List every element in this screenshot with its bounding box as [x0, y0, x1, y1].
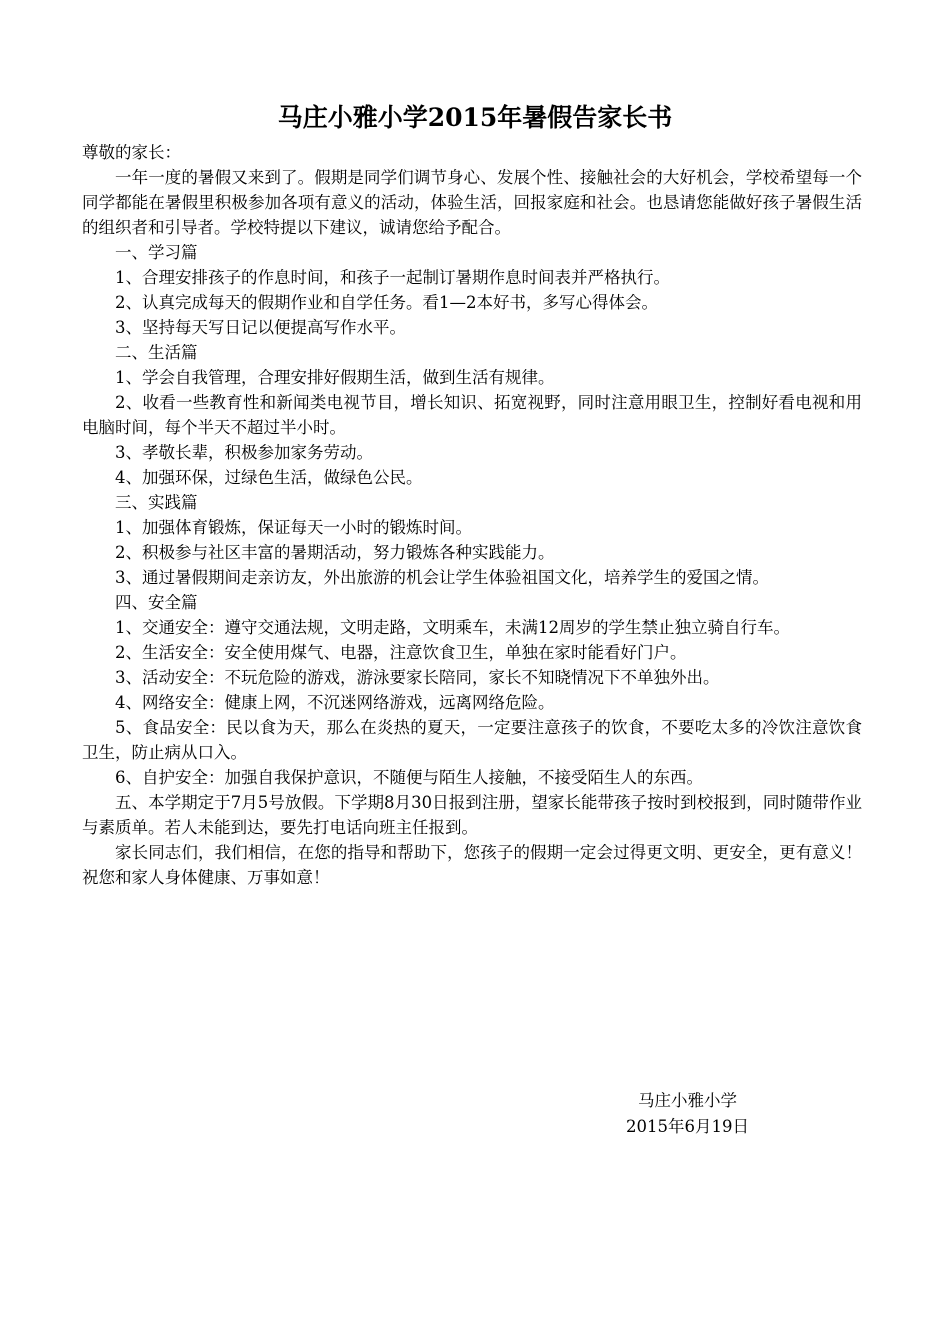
- safety-item-4: 4、网络安全：健康上网，不沉迷网络游戏，远离网络危险。: [115, 693, 555, 712]
- safety-item-3: 3、活动安全：不玩危险的游戏，游泳要家长陪同，家长不知晓情况下不单独外出。: [115, 668, 720, 687]
- safety-item-2: 2、生活安全：安全使用煤气、电器，注意饮食卫生，单独在家时能看好门户。: [115, 643, 687, 662]
- document-title: 马庄小雅小学2015年暑假告家长书: [277, 103, 673, 132]
- practice-item-2: 2、积极参与社区丰富的暑期活动，努力锻炼各种实践能力。: [115, 543, 555, 562]
- study-item-2: 2、认真完成每天的假期作业和自学任务。看1—2本好书，多写心得体会。: [115, 293, 658, 312]
- study-item-3: 3、坚持每天写日记以便提高写作水平。: [115, 318, 406, 337]
- signature-date: 2015年6月19日: [626, 1117, 749, 1136]
- signature-block: [600, 1088, 800, 1140]
- safety-item-6: 6、自护安全：加强自我保护意识，不随便与陌生人接触，不接受陌生人的东西。: [115, 768, 703, 787]
- life-item-1: 1、学会自我管理，合理安排好假期生活，做到生活有规律。: [115, 368, 555, 387]
- safety-item-5: 5、食品安全：民以食为天，那么在炎热的夏天，一定要注意孩子的饮食，不要吃太多的冷饮注意饮食卫生，防止病从口入。: [82, 718, 862, 762]
- study-item-1: 1、合理安排孩子的作息时间，和孩子一起制订暑期作息时间表并严格执行。: [115, 268, 670, 287]
- salutation: 尊敬的家长：: [82, 143, 181, 162]
- life-item-3: 3、孝敬长辈，积极参加家务劳动。: [115, 443, 373, 462]
- life-item-4: 4、加强环保，过绿色生活，做绿色公民。: [115, 468, 423, 487]
- section-heading-life: 二、生活篇: [115, 343, 198, 362]
- signature-school: 马庄小雅小学: [638, 1091, 737, 1110]
- life-item-2: 2、收看一些教育性和新闻类电视节目，增长知识、拓宽视野，同时注意用眼卫生，控制好看电视和用电脑时间，每个半天不超过半小时。: [82, 393, 862, 437]
- section-heading-study: 一、学习篇: [115, 243, 198, 262]
- section-heading-safety: 四、安全篇: [115, 593, 198, 612]
- safety-item-1: 1、交通安全：遵守交通法规，文明走路，文明乘车，未满12周岁的学生禁止独立骑自行车。: [115, 618, 790, 637]
- intro-paragraph: 一年一度的暑假又来到了。假期是同学们调节身心、发展个性、接触社会的大好机会，学校希望每一个同学都能在暑假里积极参加各项有意义的活动，体验生活，回报家庭和社会。也恳请您能做好孩子暑假生活的组织者和引导者。学校特提以下建议，诚请您给予配合。: [82, 168, 862, 237]
- letter-body: [82, 140, 862, 890]
- holiday-schedule-paragraph: 五、本学期定于7月5号放假。下学期8月30日报到注册，望家长能带孩子按时到校报到，同时随带作业与素质单。若人未能到达，要先打电话向班主任报到。: [82, 793, 862, 837]
- section-heading-practice: 三、实践篇: [115, 493, 198, 512]
- closing-paragraph: 家长同志们，我们相信，在您的指导和帮助下，您孩子的假期一定会过得更文明、更安全，更有意义！祝您和家人身体健康、万事如意！: [82, 843, 862, 887]
- practice-item-1: 1、加强体育锻炼，保证每天一小时的锻炼时间。: [115, 518, 472, 537]
- practice-item-3: 3、通过暑假期间走亲访友，外出旅游的机会让学生体验祖国文化，培养学生的爱国之情。: [115, 568, 769, 587]
